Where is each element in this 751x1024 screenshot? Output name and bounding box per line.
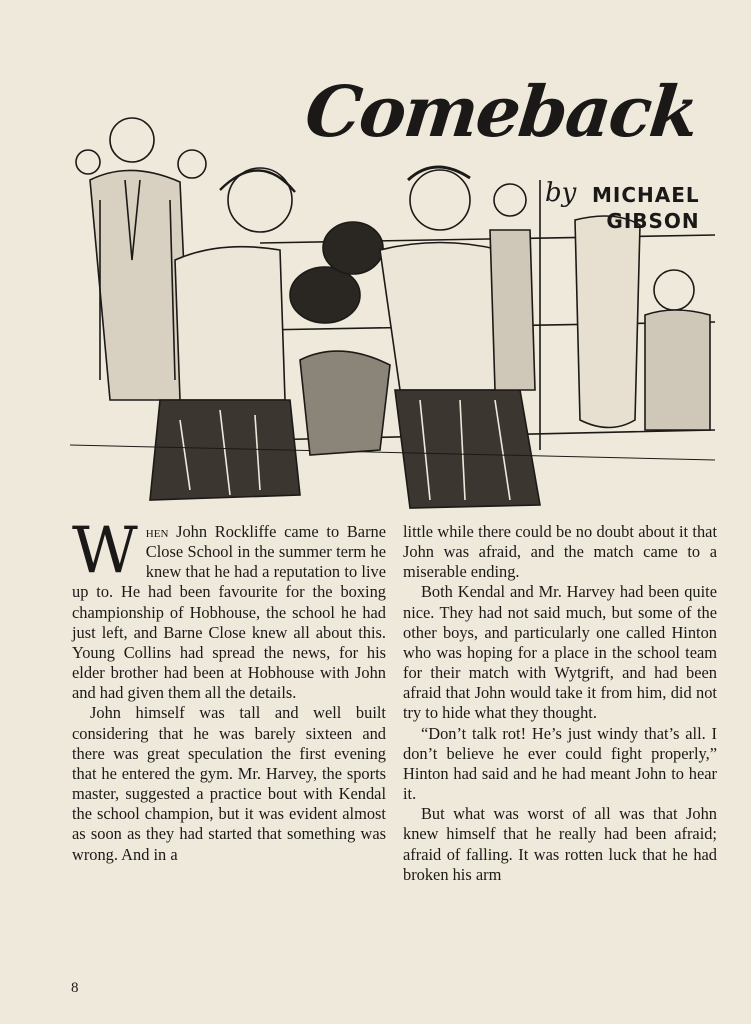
byline-by: by	[545, 178, 577, 208]
drop-cap: W	[72, 514, 138, 588]
paragraph-text: John Rockliffe came to Barne Close School in the summer term he knew that he had a reputation to live up to. He had been favourite for the boxing championship of Hobhouse, the school he had just left, and Barne Close knew all about this. Young Collins had spread the news, for his elder brother had been at Hobhouse with John and had given them all the details.	[72, 522, 386, 703]
article-title: Comeback	[301, 70, 701, 153]
boxing-illustration	[70, 100, 715, 510]
paragraph: little while there could be no doubt about it that John was afraid, and the match came to a miserable ending.	[403, 522, 717, 582]
paragraph: But what was worst of all was that John knew himself that he really had been afraid; afraid of falling. It was rotten luck that he had broken his arm	[403, 804, 717, 884]
author-name	[592, 182, 700, 234]
paragraph: “Don’t talk rot! He’s just windy that’s all. I don’t believe he ever could fight properly,” Hinton had said and he had meant John to hear it.	[403, 723, 717, 804]
text-column-right	[403, 522, 717, 885]
paragraph: Both Kendal and Mr. Harvey had been quite nice. They had not said much, but some of the other boys, and particularly one called Hinton who was hoping for a place in the school team for their match with Wytgrift, and had been afraid that John would take it from him, did not try to hide what they thought.	[403, 582, 717, 723]
text-column-left	[72, 514, 386, 865]
page-number: 8	[71, 980, 79, 996]
paragraph	[72, 514, 386, 703]
author-last-name: GIBSON	[606, 209, 700, 233]
author-first-name: MICHAEL	[592, 183, 700, 207]
paragraph: John himself was tall and well built considering that he was barely sixteen and there was great speculation the first evening that he entered the gym. Mr. Harvey, the sports master, suggested a practice bout with Kendal the school champion, but it was evident almost as soon as they had started that something was wrong. And in a	[72, 703, 386, 864]
first-word-rest: hen	[145, 522, 169, 541]
boxing-match-icon	[70, 100, 715, 510]
